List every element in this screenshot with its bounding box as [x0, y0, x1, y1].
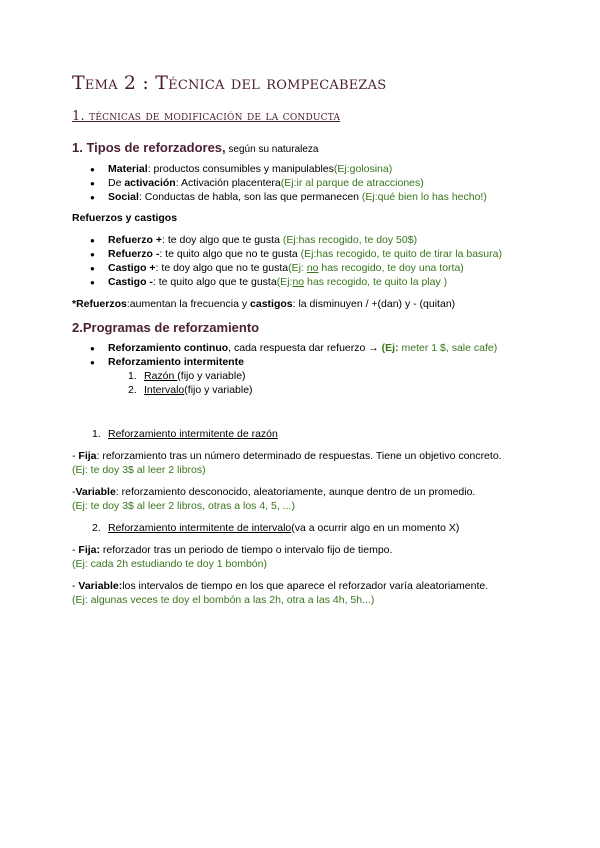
- sub-item-label: Intervalo: [144, 384, 185, 396]
- note-text-2: : la disminuyen / +(dan) y - (quitan): [292, 298, 456, 310]
- fija-label: Fija: [78, 450, 97, 462]
- list-item: [108, 248, 502, 260]
- variable-text: los intervalos de tiempo en los que aparece el reforzador varía aleatoriamente.: [122, 580, 489, 592]
- list-item: [108, 276, 447, 288]
- list-item: [108, 342, 497, 354]
- item-label: Material: [108, 163, 148, 175]
- item-label: activación: [124, 177, 176, 189]
- fija-text: : reforzamiento tras un número determinado de respuestas. Tiene un objetivo concreto.: [96, 450, 502, 462]
- item-example-underlined: no: [292, 276, 305, 288]
- item-example: (Ej:: [276, 276, 293, 288]
- item-label: Social: [108, 191, 139, 203]
- item-example-rest: has recogido, te quito la play ): [304, 276, 448, 288]
- razon-fija-example: (Ej: te doy 3$ al leer 2 libros): [72, 464, 206, 476]
- item-label: Castigo -: [108, 276, 153, 288]
- section1-heading: [72, 140, 318, 155]
- intervalo-variable: - Variable:los intervalos de tiempo en los que aparece el reforzador varía aleatoriamente.: [72, 580, 489, 592]
- item-example: (Ej:qué bien lo has hecho!): [361, 191, 487, 203]
- note-text: :aumentan la frecuencia y: [126, 298, 251, 310]
- variable-text: : reforzamiento desconocido, aleatoriamente, aunque dentro de un promedio.: [115, 486, 476, 498]
- list-item: [108, 356, 244, 368]
- list-item: [108, 234, 417, 246]
- refuerzos-note: [72, 298, 455, 310]
- item-text: : Conductas de habla, son las que permanecen: [138, 191, 362, 203]
- page-title: Tema 2 : Técnica del rompecabezas: [72, 72, 387, 94]
- intervalo-number: 2.: [92, 522, 101, 534]
- razon-variable-example: (Ej: te doy 3$ al leer 2 libros, otras a los 4, 5, ...): [72, 500, 295, 512]
- item-example: (Ej:golosina): [333, 163, 393, 175]
- item-label: Refuerzo -: [108, 248, 160, 260]
- item-example: (Ej:: [288, 262, 307, 274]
- item-text: : productos consumibles y manipulables: [147, 163, 334, 175]
- razon-variable: -Variable: reforzamiento desconocido, aleatoriamente, aunque dentro de un promedio.: [72, 486, 476, 498]
- item-example: meter 1 $, sale cafe): [398, 342, 498, 354]
- sub-item-number: 2.: [128, 384, 137, 396]
- section1-heading-note: según su naturaleza: [225, 144, 319, 155]
- item-label: Refuerzo +: [108, 234, 162, 246]
- fija-text: reforzador tras un periodo de tiempo o intervalo fijo de tiempo.: [100, 544, 393, 556]
- variable-label: Variable:: [78, 580, 123, 592]
- item-example-underlined: no: [306, 262, 319, 274]
- sub-item-label: Razón: [144, 370, 178, 382]
- note-label: *Refuerzos: [72, 298, 127, 310]
- item-example-rest: has recogido, te doy una torta): [318, 262, 464, 274]
- section2-heading: 2.Programas de reforzamiento: [72, 320, 260, 335]
- intervalo-fija: - Fija: reforzador tras un periodo de tiempo o intervalo fijo de tiempo.: [72, 544, 393, 556]
- note-label-2: castigos: [250, 298, 293, 310]
- item-label: Castigo +: [108, 262, 156, 274]
- item-example: (Ej:ir al parque de atracciones): [280, 177, 424, 189]
- item-text: , cada respuesta dar refuerzo →: [228, 342, 382, 354]
- item-label-2: (Ej:: [381, 342, 399, 354]
- item-text: : te quito algo que no te gusta: [159, 248, 301, 260]
- item-label: Reforzamiento continuo: [108, 342, 229, 354]
- sub-item-text: (fijo y variable): [184, 384, 253, 396]
- item-prefix: De: [108, 177, 125, 189]
- variable-label: Variable: [75, 486, 116, 498]
- list-item: [108, 177, 424, 189]
- razon-heading-text: Reforzamiento intermitente de razón: [108, 428, 278, 440]
- sub-list-item: [128, 384, 253, 396]
- item-example: (Ej:has recogido, te doy 50$): [282, 234, 418, 246]
- intervalo-fija-example: (Ej: cada 2h estudiando te doy 1 bombón): [72, 558, 267, 570]
- refuerzos-heading: Refuerzos y castigos: [72, 212, 178, 224]
- item-label: Reforzamiento intermitente: [108, 356, 244, 368]
- sub-item-text: (fijo y variable): [177, 370, 246, 382]
- intervalo-variable-example: (Ej: algunas veces te doy el bombón a las 2h, otra a las 4h, 5h...): [72, 594, 375, 606]
- item-text: : te doy algo que no te gusta: [155, 262, 289, 274]
- intervalo-heading-text: Reforzamiento intermitente de intervalo: [108, 522, 292, 534]
- sub-item-number: 1.: [128, 370, 137, 382]
- list-item: [108, 163, 392, 175]
- section1-heading-text: 1. Tipos de reforzadores,: [72, 140, 226, 155]
- page-subtitle: 1. técnicas de modificación de la conducta: [72, 109, 341, 124]
- razon-fija: - Fija: reforzamiento tras un número determinado de respuestas. Tiene un objetivo concreto.: [72, 450, 502, 462]
- item-text: : te quito algo que te gusta: [152, 276, 277, 288]
- item-text: : Activación placentera: [175, 177, 281, 189]
- item-example: (Ej:has recogido, te quito de tirar la basura): [300, 248, 502, 260]
- list-item: [108, 191, 487, 203]
- fija-label: Fija:: [78, 544, 101, 556]
- sub-list-item: [128, 370, 246, 382]
- intervalo-heading-rest: (va a ocurrir algo en un momento X): [291, 522, 460, 534]
- list-item: [108, 262, 464, 274]
- razon-heading: [92, 428, 278, 440]
- razon-number: 1.: [92, 428, 101, 440]
- intervalo-heading: [92, 522, 460, 534]
- item-text: : te doy algo que te gusta: [161, 234, 283, 246]
